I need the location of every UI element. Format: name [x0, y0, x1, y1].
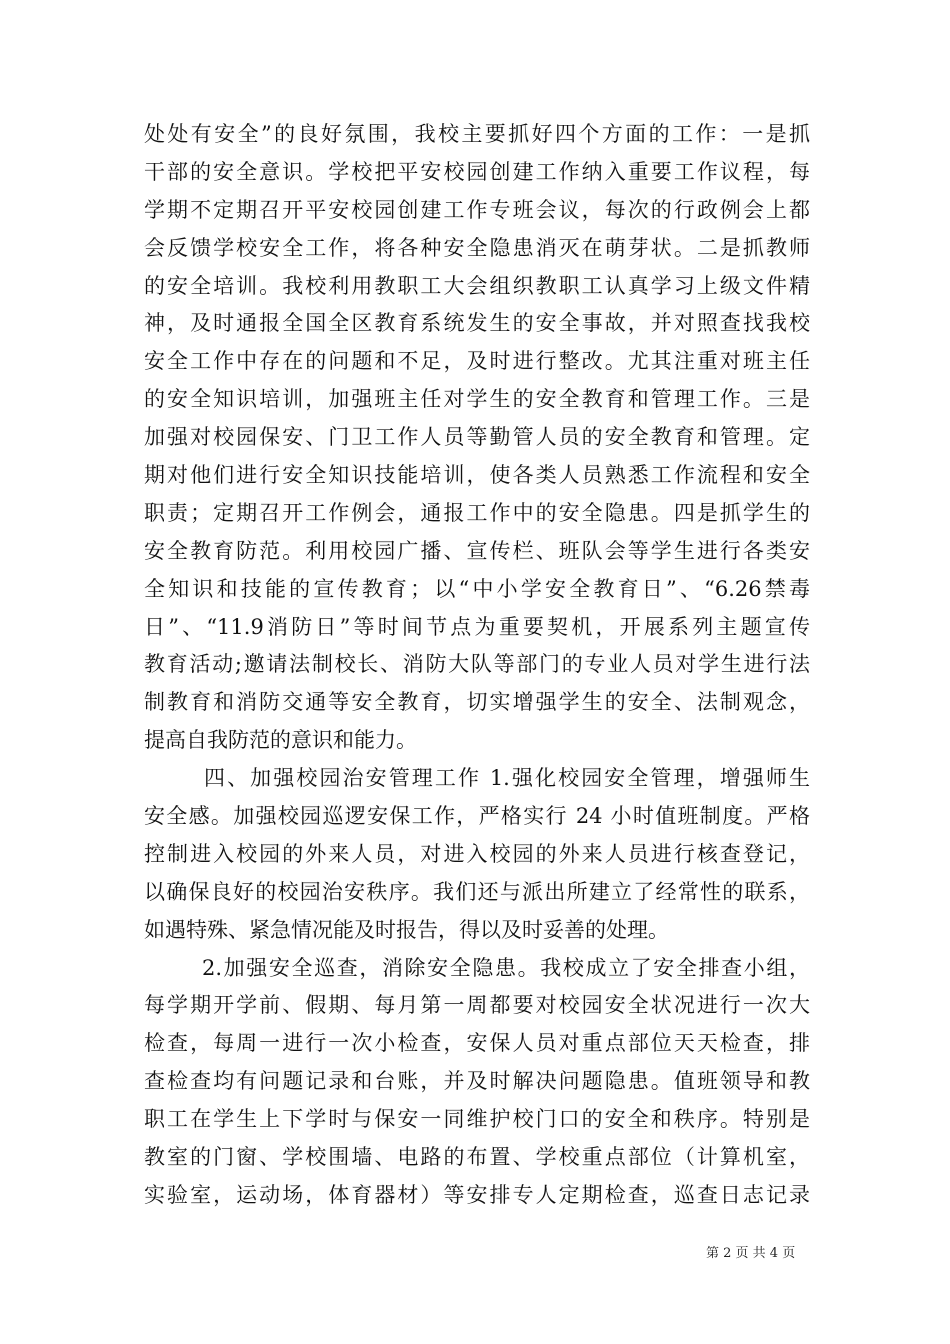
text-line: 安全教育防范。利用校园广播、宣传栏、班队会等学生进行各类安	[144, 538, 810, 563]
text-line: 职责；定期召开工作例会，通报工作中的安全隐患。四是抓学生的	[144, 500, 810, 525]
section-heading-line: 四、加强校园治安管理工作 1.强化校园安全管理，增强师生	[204, 766, 810, 791]
paragraph-end-line: 提高自我防范的意识和能力。	[144, 728, 417, 753]
text-line: 处处有安全”的良好氛围，我校主要抓好四个方面的工作：一是抓	[144, 122, 810, 146]
text-line: 神，及时通报全国全区教育系统发生的安全事故，并对照查找我校	[144, 311, 810, 336]
text-line: 的安全知识培训，加强班主任对学生的安全教育和管理工作。三是	[144, 387, 810, 412]
text-line: 查检查均有问题记录和台账，并及时解决问题隐患。值班领导和教	[144, 1069, 810, 1094]
text-line: 安全感。加强校园巡逻安保工作，严格实行 24 小时值班制度。严格	[144, 804, 810, 829]
text-line: 职工在学生上下学时与保安一同维护校门口的安全和秩序。特别是	[144, 1107, 810, 1132]
text-line: 期对他们进行安全知识技能培训，使各类人员熟悉工作流程和安全	[144, 463, 810, 488]
text-line: 每学期开学前、假期、每月第一周都要对校园安全状况进行一次大	[144, 993, 810, 1018]
text-line: 学期不定期召开平安校园创建工作专班会议，每次的行政例会上都	[144, 197, 810, 222]
text-line: 以确保良好的校园治安秩序。我们还与派出所建立了经常性的联系，	[144, 879, 810, 904]
text-line: 的安全培训。我校利用教职工大会组织教职工认真学习上级文件精	[144, 273, 810, 298]
text-line: 检查，每周一进行一次小检查，安保人员对重点部位天天检查，排	[144, 1031, 810, 1056]
text-line: 加强对校园保安、门卫工作人员等勤管人员的安全教育和管理。定	[144, 425, 810, 450]
text-line: 会反馈学校安全工作，将各种安全隐患消灭在萌芽状。二是抓教师	[144, 235, 810, 260]
text-line: 制教育和消防交通等安全教育，切实增强学生的安全、法制观念，	[144, 690, 810, 715]
paragraph-end-line: 如遇特殊、紧急情况能及时报告，得以及时妥善的处理。	[144, 917, 669, 942]
text-line: 干部的安全意识。学校把平安校园创建工作纳入重要工作议程，每	[144, 159, 810, 184]
text-line: 教室的门窗、学校围墙、电路的布置、学校重点部位（计算机室，	[144, 1145, 810, 1170]
text-line: 实验室，运动场，体育器材）等安排专人定期检查，巡查日志记录	[144, 1182, 810, 1207]
text-line: 全知识和技能的宣传教育；以“中小学安全教育日”、“6.26禁毒	[144, 576, 810, 601]
body-text	[144, 116, 810, 1215]
text-line: 安全工作中存在的问题和不足，及时进行整改。尤其注重对班主任	[144, 349, 810, 374]
text-line: 日”、“11.9消防日”等时间节点为重要契机，开展系列主题宣传	[144, 614, 810, 639]
text-line: 控制进入校园的外来人员，对进入校园的外来人员进行核查登记，	[144, 841, 810, 866]
page-number: 第 2 页 共 4 页	[706, 1246, 796, 1261]
text-line: 教育活动;邀请法制校长、消防大队等部门的专业人员对学生进行法	[144, 652, 810, 677]
paragraph-start-line: 2.加强安全巡查，消除安全隐患。我校成立了安全排查小组，	[202, 955, 810, 980]
